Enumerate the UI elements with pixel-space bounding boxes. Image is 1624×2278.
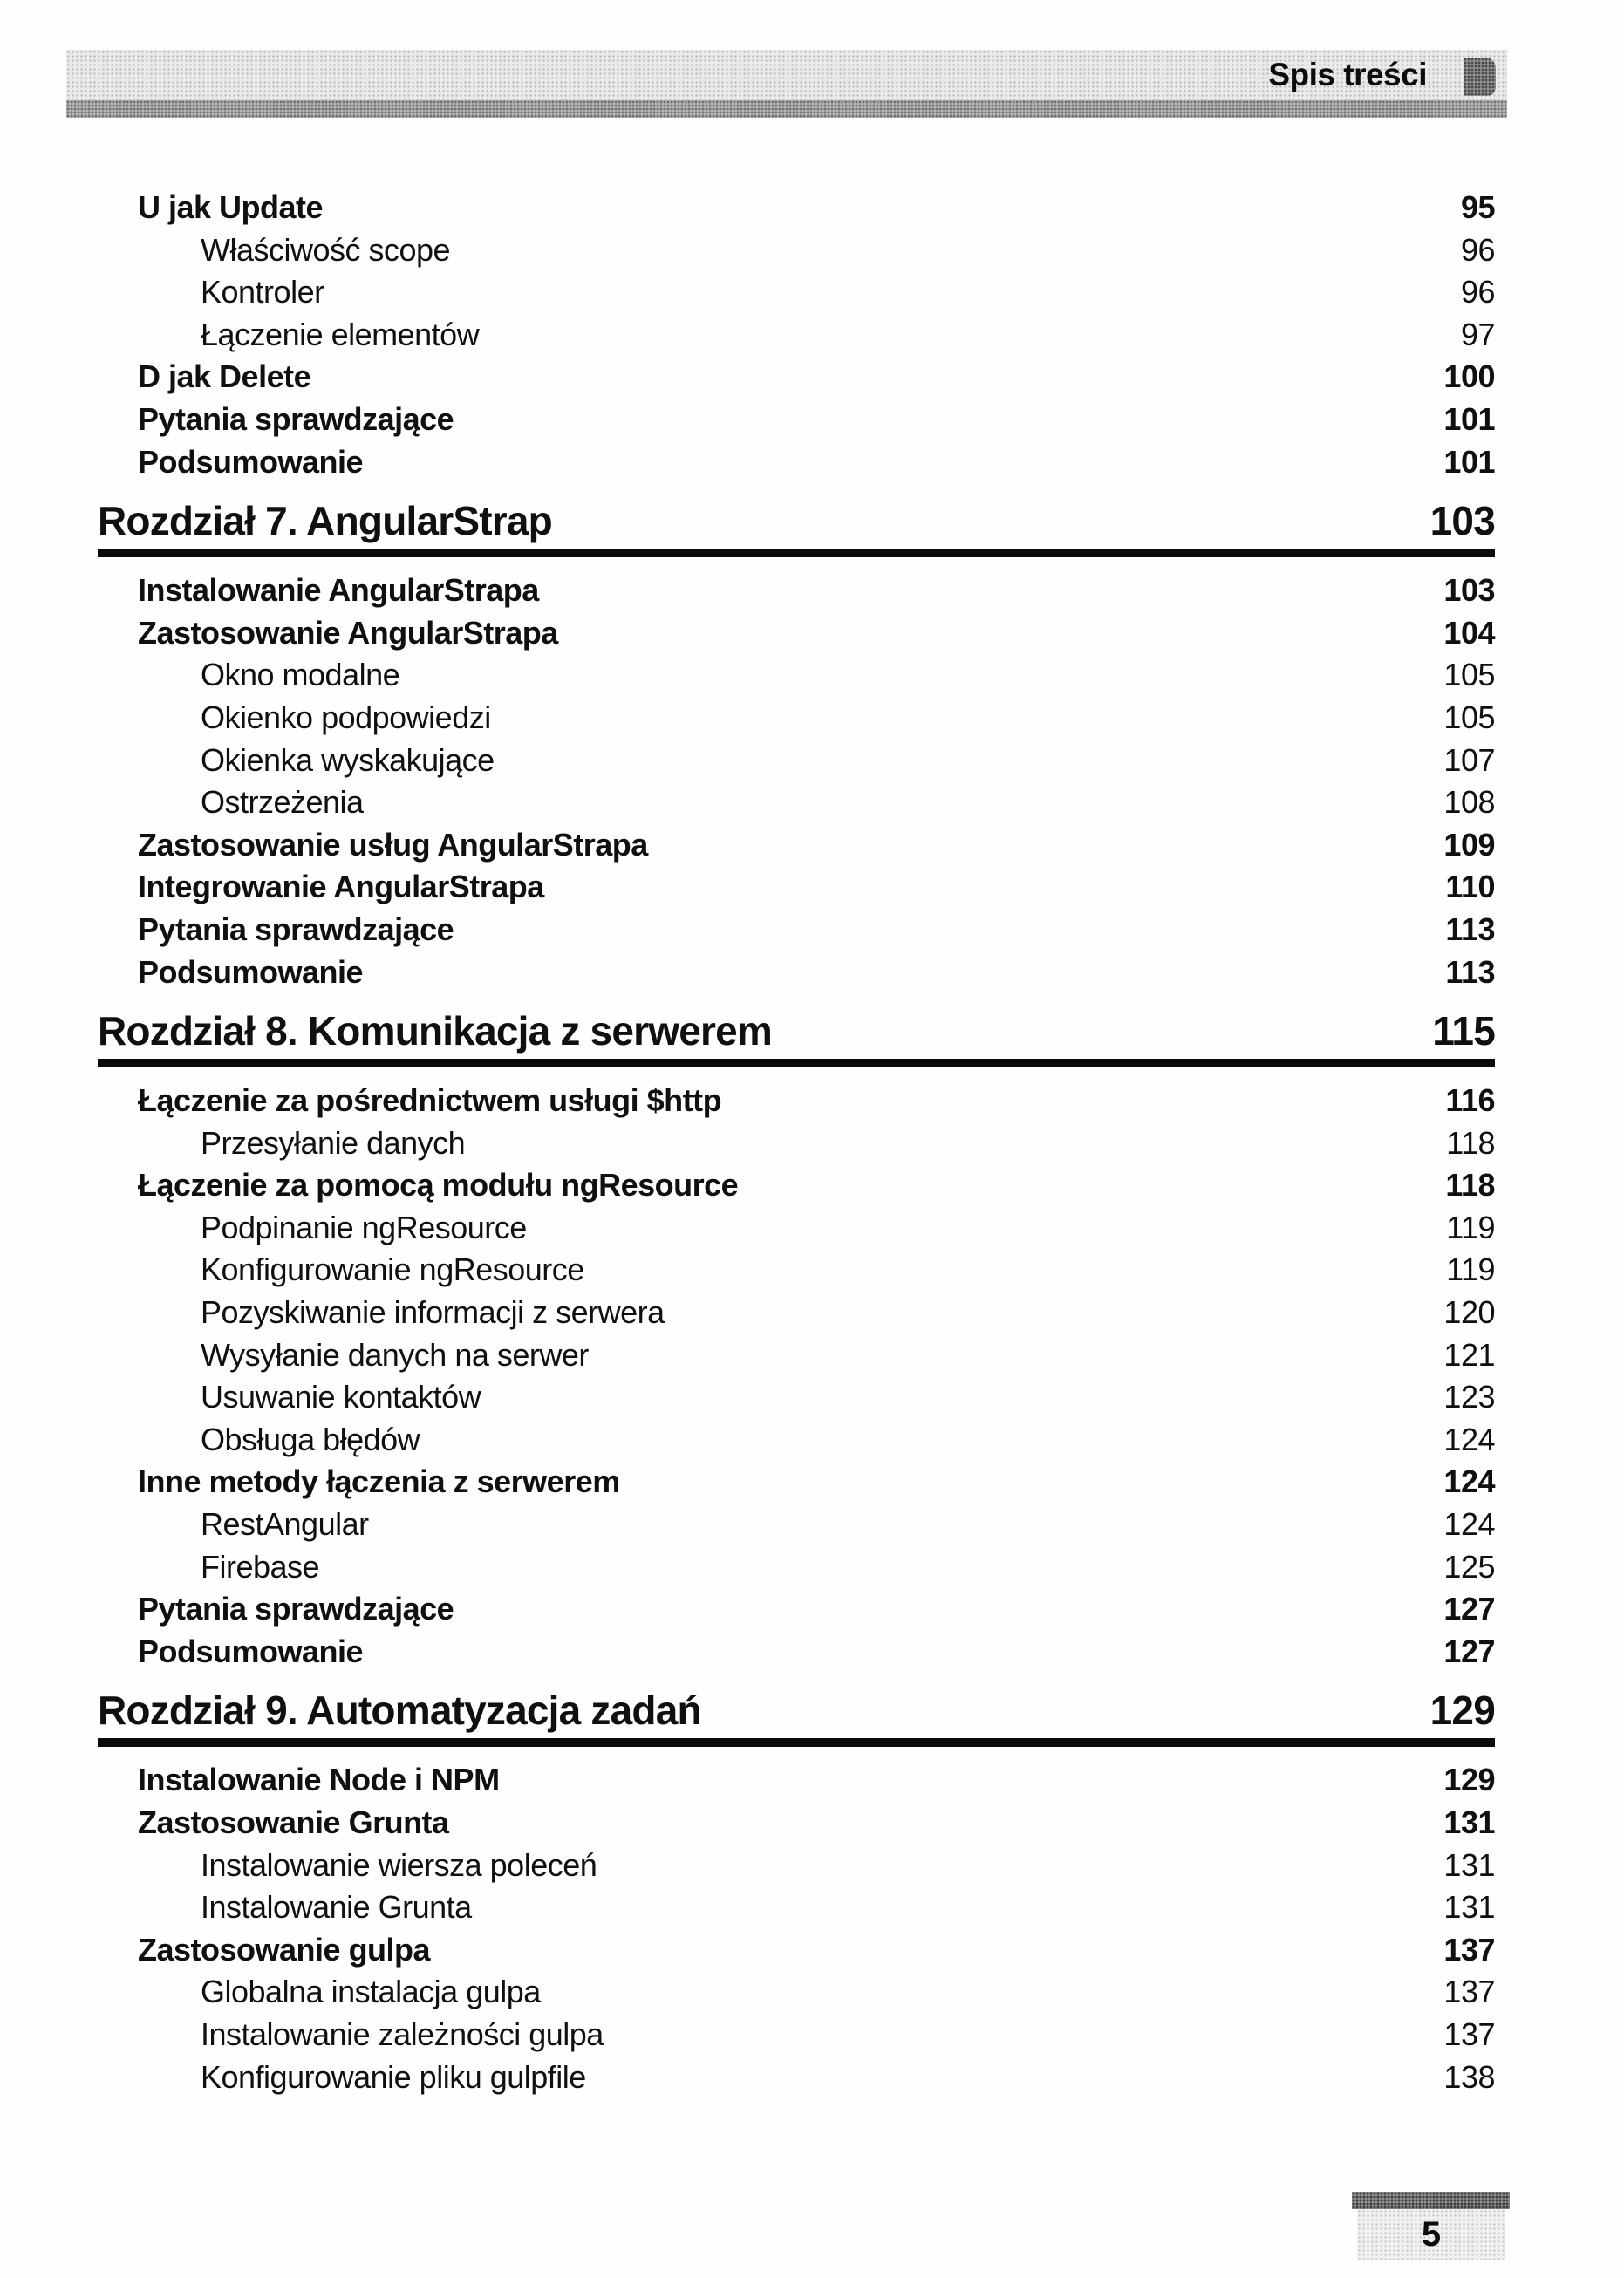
toc-entry — [98, 441, 1495, 484]
toc-entry-page: 109 — [1443, 826, 1495, 863]
toc-entry — [98, 1461, 1495, 1504]
toc-entry-page: 105 — [1443, 657, 1495, 693]
toc-entry — [98, 1122, 1495, 1165]
toc-entry-page: 125 — [1443, 1548, 1495, 1585]
toc-entry-page: 137 — [1443, 1974, 1495, 2010]
chapter-rule — [98, 549, 1495, 557]
toc-entry-label: Podpinanie ngResource — [201, 1209, 527, 1245]
toc-entry-label: Zastosowanie usług AngularStrapa — [138, 826, 648, 863]
chapter-title: Rozdział 8. Komunikacja z serwerem — [98, 1008, 772, 1054]
toc-entry-page: 110 — [1445, 869, 1495, 905]
toc-entry-page: 120 — [1443, 1294, 1495, 1331]
toc-entry-page: 119 — [1446, 1252, 1495, 1288]
toc-entry-label: Łączenie za pośrednictwem usługi $http — [138, 1082, 722, 1119]
page-title: Spis treści — [1268, 57, 1427, 92]
toc-entry-label: Integrowanie AngularStrapa — [138, 869, 544, 905]
halftone-square-icon — [1464, 58, 1496, 96]
toc-entry — [98, 1588, 1495, 1631]
toc-entry — [98, 1546, 1495, 1589]
toc-entry-page: 107 — [1443, 741, 1495, 778]
toc-entry — [98, 271, 1495, 314]
toc-entry — [98, 654, 1495, 697]
toc-entry-label: Podsumowanie — [138, 953, 364, 990]
toc-entry-label: Inne metody łączenia z serwerem — [138, 1463, 620, 1500]
toc-entry — [98, 1249, 1495, 1292]
toc-entry-page: 131 — [1443, 1889, 1495, 1926]
toc-entry-page: 124 — [1443, 1506, 1495, 1543]
toc-entry — [98, 314, 1495, 357]
toc-entry — [98, 570, 1495, 612]
toc-entry-label: Usuwanie kontaktów — [201, 1379, 481, 1415]
toc-entry-label: Firebase — [201, 1548, 320, 1585]
toc-entry — [98, 1802, 1495, 1845]
toc-entry-label: Kontroler — [201, 274, 324, 310]
toc-entry-page: 116 — [1445, 1082, 1495, 1119]
toc-entry-page: 138 — [1443, 2058, 1495, 2095]
toc-entry-page: 96 — [1460, 274, 1495, 310]
toc-entry — [98, 1886, 1495, 1929]
toc-entry-page: 124 — [1443, 1463, 1495, 1500]
chapter-heading — [98, 1688, 1495, 1747]
toc-entry — [98, 1207, 1495, 1250]
toc-entry-label: Zastosowanie Grunta — [138, 1804, 449, 1840]
toc-entry-page: 118 — [1445, 1167, 1495, 1204]
toc-entry — [98, 909, 1495, 951]
toc-entry-label: Konfigurowanie pliku gulpfile — [201, 2058, 586, 2095]
toc-entry-label: Przesyłanie danych — [201, 1124, 466, 1161]
header-band — [66, 50, 1507, 100]
toc-entry — [98, 781, 1495, 824]
toc-entry — [98, 866, 1495, 909]
chapter-rule — [98, 1059, 1495, 1067]
toc-entry-page: 105 — [1443, 699, 1495, 735]
toc-entry-page: 137 — [1443, 1931, 1495, 1968]
toc-entry-label: Pytania sprawdzające — [138, 911, 454, 947]
toc-entry-page: 103 — [1443, 572, 1495, 609]
toc-entry — [98, 1080, 1495, 1122]
toc-entry-label: Instalowanie wiersza poleceń — [201, 1846, 597, 1883]
toc-entry — [98, 697, 1495, 740]
toc-entry-page: 127 — [1443, 1633, 1495, 1669]
toc-entry — [98, 229, 1495, 272]
toc-entry-label: Okno modalne — [201, 657, 400, 693]
chapter-heading — [98, 1009, 1495, 1067]
toc-entry-page: 129 — [1443, 1762, 1495, 1798]
toc-entry-label: Obsługa błędów — [201, 1421, 420, 1457]
toc-entry-label: Konfigurowanie ngResource — [201, 1252, 584, 1288]
toc-entry — [98, 1504, 1495, 1546]
toc-entry-page: 121 — [1443, 1336, 1495, 1373]
toc-entry-page: 95 — [1460, 189, 1495, 225]
toc-entry-label: Pozyskiwanie informacji z serwera — [201, 1294, 665, 1331]
toc-entry — [98, 1971, 1495, 2014]
toc-entry-page: 101 — [1443, 443, 1495, 480]
toc-entry-label: RestAngular — [201, 1506, 369, 1543]
toc-entry-label: Zastosowanie gulpa — [138, 1931, 431, 1968]
toc-entry-label: Zastosowanie AngularStrapa — [138, 614, 558, 651]
toc-entry-page: 124 — [1443, 1421, 1495, 1457]
toc-entry — [98, 1334, 1495, 1377]
toc-entry-label: Instalowanie Grunta — [201, 1889, 472, 1926]
toc-entry-label: D jak Delete — [138, 358, 311, 395]
toc-entry — [98, 1759, 1495, 1802]
toc-entry-page: 131 — [1443, 1846, 1495, 1883]
toc-entry — [98, 1164, 1495, 1207]
toc-entry — [98, 1845, 1495, 1887]
toc-entry-page: 104 — [1443, 614, 1495, 651]
toc-entry — [98, 1292, 1495, 1334]
toc-entry-label: Pytania sprawdzające — [138, 1591, 454, 1627]
toc-entry-label: Instalowanie Node i NPM — [138, 1762, 500, 1798]
toc-entry — [98, 2056, 1495, 2099]
toc-entry-label: Okienko podpowiedzi — [201, 699, 491, 735]
toc-entry-label: Okienka wyskakujące — [201, 741, 495, 778]
chapter-rule — [98, 1738, 1495, 1747]
toc-entry-page: 118 — [1446, 1124, 1495, 1161]
chapter-title: Rozdział 9. Automatyzacja zadań — [98, 1688, 701, 1734]
toc-entry — [98, 1631, 1495, 1674]
toc-entry — [98, 1929, 1495, 1972]
toc-entry — [98, 187, 1495, 229]
toc-entry — [98, 951, 1495, 994]
toc-entry — [98, 740, 1495, 782]
toc-entry-label: Globalna instalacja gulpa — [201, 1974, 541, 2010]
toc-entry — [98, 612, 1495, 655]
toc-entry-page: 137 — [1443, 2015, 1495, 2052]
toc-entry — [98, 356, 1495, 399]
toc-entry-page: 119 — [1446, 1209, 1495, 1245]
toc-entry-label: Łączenie elementów — [201, 316, 480, 352]
toc-entry-page: 100 — [1443, 358, 1495, 395]
toc-entry — [98, 2014, 1495, 2056]
toc-entry — [98, 1419, 1495, 1462]
toc-entry-page: 127 — [1443, 1591, 1495, 1627]
chapter-page: 103 — [1430, 498, 1495, 544]
toc-entry-page: 108 — [1443, 784, 1495, 821]
toc-entry-page: 96 — [1460, 231, 1495, 268]
toc-entry — [98, 1376, 1495, 1419]
toc-entry-page: 131 — [1443, 1804, 1495, 1840]
table-of-contents — [98, 187, 1495, 2098]
toc-entry-label: Pytania sprawdzające — [138, 400, 454, 437]
chapter-heading — [98, 499, 1495, 557]
header-substripe — [66, 100, 1507, 118]
toc-entry-label: Właściwość scope — [201, 231, 451, 268]
footer-stripe — [1352, 2192, 1510, 2209]
chapter-page: 115 — [1432, 1008, 1495, 1054]
toc-entry — [98, 824, 1495, 867]
footer-page-number: 5 — [1357, 2209, 1505, 2260]
toc-entry-label: Wysyłanie danych na serwer — [201, 1336, 589, 1373]
toc-entry-label: Podsumowanie — [138, 443, 364, 480]
toc-entry-page: 97 — [1460, 316, 1495, 352]
toc-entry-label: Ostrzeżenia — [201, 784, 364, 821]
toc-entry-page: 123 — [1443, 1379, 1495, 1415]
toc-entry-label: Podsumowanie — [138, 1633, 364, 1669]
toc-entry-label: U jak Update — [138, 189, 324, 225]
chapter-title: Rozdział 7. AngularStrap — [98, 498, 552, 544]
toc-entry-page: 101 — [1443, 400, 1495, 437]
toc-entry-label: Instalowanie AngularStrapa — [138, 572, 539, 609]
toc-entry-label: Łączenie za pomocą modułu ngResource — [138, 1167, 739, 1204]
toc-entry-page: 113 — [1445, 953, 1495, 990]
toc-entry-page: 113 — [1445, 911, 1495, 947]
toc-entry — [98, 399, 1495, 441]
chapter-page: 129 — [1430, 1688, 1495, 1734]
toc-entry-label: Instalowanie zależności gulpa — [201, 2015, 604, 2052]
